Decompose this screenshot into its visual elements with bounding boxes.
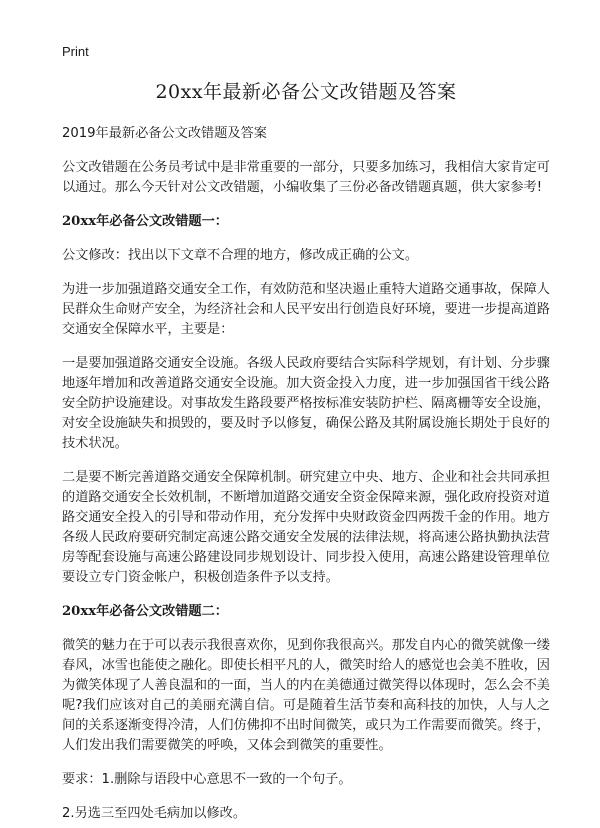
section2-heading: 20xx年必备公文改错题二： [62,604,228,619]
page-title: 20xx年最新必备公文改错题及答案 [155,81,457,103]
section2-requirement-2: 2.另选三至四处毛病加以修改。 [62,806,247,821]
section2-requirement-1: 要求：1.删除与语段中心意思不一致的一个句子。 [62,772,352,787]
section2-paragraph-1: 微笑的魅力在于可以表示我很喜欢你，见到你我很高兴。那发自内心的微笑就像一缕春风，冰雪也能使之融化。即使长相平凡的人，微笑时给人的感觉也会美不胜收，因为微笑体现了人善良温和的一面，当人的内在美德通过微笑得以体现时，怎么会不美呢?我们应该对自己的美丽充满自信。可是随着生活节奏和高科技的加快，人与人之间的关系逐渐变得冷清，人们仿佛抑不出时间微笑，或只为工作需要而微笑。终于，人们发出我们需要微笑的呼唤，又体会到微笑的重要性。 [62,638,550,753]
intro-paragraph: 公文改错题在公务员考试中是非常重要的一部分，只要多加练习，我相信大家肯定可以通过。那么今天针对公文改错题，小编收集了三份必备改错题真题，供大家参考! [62,160,550,195]
section1-instruction: 公文修改：找出以下文章不合理的地方，修改成正确的公文。 [62,248,419,263]
section1-paragraph-1: 为进一步加强道路交通安全工作，有效防范和坚决遏止重特大道路交通事故，保障人民群众生命财产安全，为经济社会和人民平安出行创造良好环境，要进一步提高道路交通安全保障水平，主要是： [62,282,550,337]
document-subtitle: 2019年最新必备公文改错题及答案 [62,126,267,141]
print-label: Print [62,44,89,59]
section1-paragraph-3: 二是要不断完善道路交通安全保障机制。研究建立中央、地方、企业和社会共同承担的道路交通安全长效机制，不断增加道路交通安全资金保障来源，强化政府投资对道路交通安全投入的引导和带动作用，充分发挥中央财政资金四两拨千金的作用。地方各级人民政府要研究制定高速公路交通安全发展的法律法规，将高速公路执勤执法营房等配套设施与高速公路建设同步规划设计、同步投入使用，高速公路建设管理单位要设立专门资金帐户，积极创造条件予以支持。 [62,470,550,585]
section1-paragraph-2: 一是要加强道路交通安全设施。各级人民政府要结合实际科学规划，有计划、分步骤地逐年增加和改善道路交通安全设施。加大资金投入力度，进一步加强国省干线公路安全防护设施建设。对事故发生路段要严格按标准安装防护栏、隔离栅等安全设施，对安全设施缺失和损毁的，要及时予以修复，确保公路及其附属设施长期处于良好的技术状况。 [62,356,550,451]
section1-heading: 20xx年必备公文改错题一： [62,214,228,229]
